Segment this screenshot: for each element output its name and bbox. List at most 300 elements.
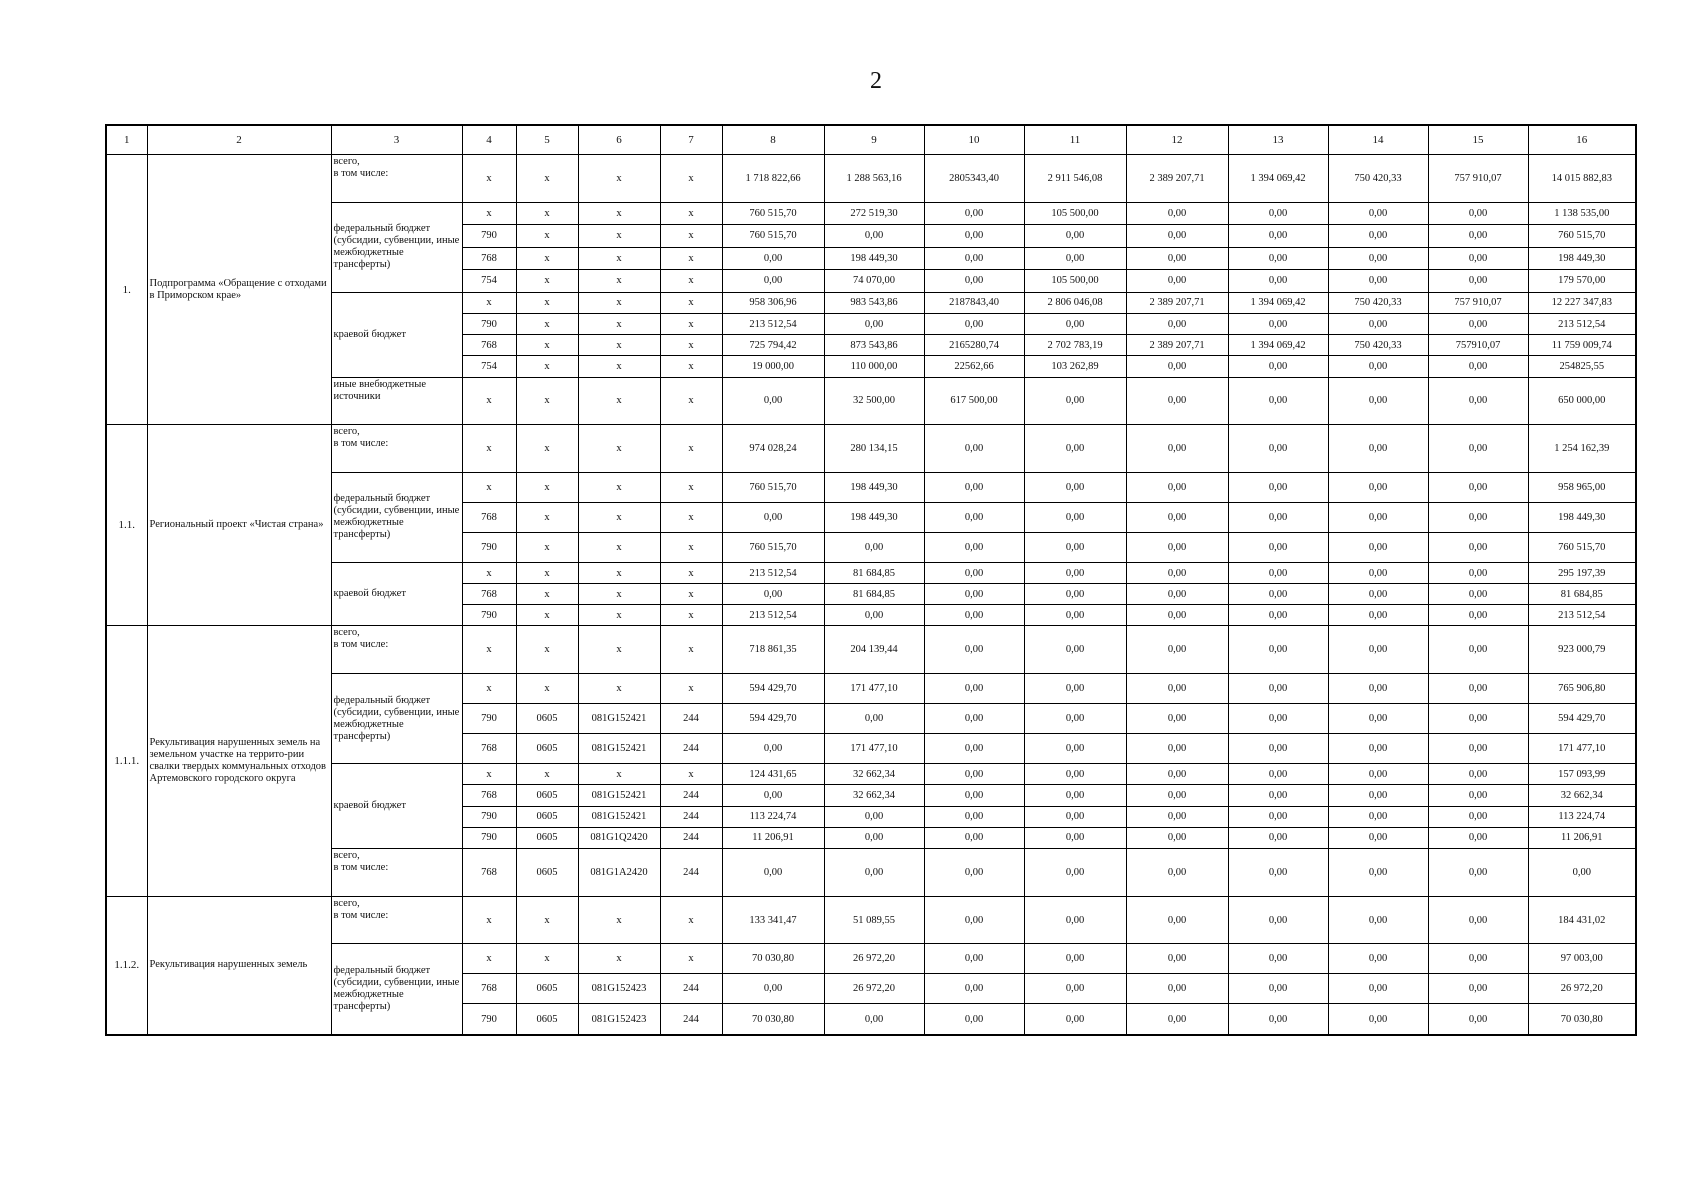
- value-cell: 213 512,54: [1528, 313, 1636, 334]
- value-cell: 0,00: [1328, 1004, 1428, 1035]
- value-cell: 0,00: [1328, 472, 1428, 502]
- value-cell: 0,00: [722, 502, 824, 532]
- table-row: [106, 944, 1636, 974]
- value-cell: 081G1Q2420: [578, 827, 660, 848]
- value-cell: 2 389 207,71: [1126, 335, 1228, 356]
- value-cell: 0,00: [1024, 472, 1126, 502]
- value-cell: 0,00: [824, 806, 924, 827]
- value-cell: 0,00: [722, 584, 824, 605]
- value-cell: 983 543,86: [824, 292, 924, 313]
- value-cell: x: [516, 502, 578, 532]
- funding-source: федеральный бюджет (субсидии, субвенции, иные межбюджетные трансферты): [331, 472, 462, 562]
- value-cell: 0,00: [924, 562, 1024, 583]
- table-row: [106, 626, 1636, 674]
- value-cell: 0,00: [1126, 848, 1228, 896]
- value-cell: 0605: [516, 806, 578, 827]
- value-cell: 768: [462, 785, 516, 806]
- column-header: 10: [924, 125, 1024, 155]
- value-cell: 0,00: [1126, 674, 1228, 704]
- value-cell: 081G152421: [578, 785, 660, 806]
- value-cell: 0,00: [1228, 674, 1328, 704]
- column-header: 6: [578, 125, 660, 155]
- value-cell: 0,00: [924, 626, 1024, 674]
- value-cell: 0,00: [1228, 785, 1328, 806]
- value-cell: 0,00: [1228, 225, 1328, 248]
- value-cell: 295 197,39: [1528, 562, 1636, 583]
- value-cell: 0,00: [1328, 532, 1428, 562]
- value-cell: 0,00: [924, 764, 1024, 785]
- value-cell: 133 341,47: [722, 896, 824, 944]
- value-cell: 0,00: [1428, 270, 1528, 293]
- column-header: 8: [722, 125, 824, 155]
- value-cell: 0,00: [1126, 626, 1228, 674]
- value-cell: x: [660, 377, 722, 425]
- value-cell: 124 431,65: [722, 764, 824, 785]
- value-cell: 244: [660, 974, 722, 1004]
- value-cell: 768: [462, 584, 516, 605]
- value-cell: 244: [660, 704, 722, 734]
- value-cell: 0,00: [924, 944, 1024, 974]
- value-cell: x: [660, 605, 722, 626]
- value-cell: 0,00: [924, 848, 1024, 896]
- value-cell: x: [516, 626, 578, 674]
- value-cell: 32 662,34: [1528, 785, 1636, 806]
- value-cell: 0,00: [1126, 944, 1228, 974]
- value-cell: x: [516, 472, 578, 502]
- value-cell: 594 429,70: [722, 704, 824, 734]
- value-cell: 081G152423: [578, 974, 660, 1004]
- measure-name: Рекультивация нарушенных земель на земельном участке на террито-рии свалки твердых коммунальных отходов Артемовского городского округа: [147, 626, 331, 896]
- value-cell: 0,00: [1024, 827, 1126, 848]
- funding-source: федеральный бюджет (субсидии, субвенции, иные межбюджетные трансферты): [331, 944, 462, 1035]
- measure-name: Региональный проект «Чистая страна»: [147, 425, 331, 626]
- value-cell: x: [578, 335, 660, 356]
- value-cell: 110 000,00: [824, 356, 924, 377]
- value-cell: 0,00: [1328, 225, 1428, 248]
- value-cell: 198 449,30: [824, 502, 924, 532]
- value-cell: 0,00: [1126, 806, 1228, 827]
- value-cell: 0,00: [1228, 313, 1328, 334]
- value-cell: x: [660, 356, 722, 377]
- value-cell: 0,00: [1328, 584, 1428, 605]
- value-cell: x: [578, 155, 660, 203]
- value-cell: 0,00: [1126, 356, 1228, 377]
- value-cell: x: [660, 270, 722, 293]
- value-cell: x: [462, 202, 516, 225]
- value-cell: 0,00: [1428, 356, 1528, 377]
- value-cell: 0,00: [1328, 247, 1428, 270]
- value-cell: 0,00: [1328, 626, 1428, 674]
- value-cell: 0,00: [924, 1004, 1024, 1035]
- row-number: 1.1.: [106, 425, 147, 626]
- value-cell: x: [516, 155, 578, 203]
- value-cell: 0,00: [924, 827, 1024, 848]
- value-cell: 0,00: [1024, 734, 1126, 764]
- value-cell: 0,00: [1024, 785, 1126, 806]
- value-cell: 0,00: [824, 532, 924, 562]
- value-cell: 0,00: [1428, 848, 1528, 896]
- value-cell: 12 227 347,83: [1528, 292, 1636, 313]
- value-cell: 0,00: [1024, 944, 1126, 974]
- value-cell: 2 911 546,08: [1024, 155, 1126, 203]
- value-cell: 0,00: [1024, 313, 1126, 334]
- value-cell: 0,00: [1126, 562, 1228, 583]
- value-cell: 790: [462, 225, 516, 248]
- value-cell: 0,00: [1126, 785, 1228, 806]
- funding-source: краевой бюджет: [331, 562, 462, 626]
- value-cell: x: [516, 356, 578, 377]
- value-cell: 0,00: [824, 827, 924, 848]
- value-cell: 081G1A2420: [578, 848, 660, 896]
- value-cell: x: [578, 896, 660, 944]
- value-cell: 0,00: [1428, 806, 1528, 827]
- value-cell: 0,00: [1126, 974, 1228, 1004]
- value-cell: 768: [462, 734, 516, 764]
- column-header: 15: [1428, 125, 1528, 155]
- value-cell: x: [660, 225, 722, 248]
- value-cell: x: [660, 202, 722, 225]
- value-cell: 0,00: [1228, 532, 1328, 562]
- value-cell: 0,00: [1428, 425, 1528, 473]
- value-cell: 11 759 009,74: [1528, 335, 1636, 356]
- value-cell: x: [660, 247, 722, 270]
- value-cell: 760 515,70: [722, 225, 824, 248]
- value-cell: x: [462, 626, 516, 674]
- value-cell: 0,00: [1428, 944, 1528, 974]
- value-cell: 617 500,00: [924, 377, 1024, 425]
- value-cell: 0,00: [1428, 313, 1528, 334]
- budget-table: [105, 124, 1637, 1036]
- value-cell: 0,00: [924, 674, 1024, 704]
- value-cell: 26 972,20: [1528, 974, 1636, 1004]
- value-cell: 760 515,70: [1528, 225, 1636, 248]
- value-cell: 0,00: [924, 202, 1024, 225]
- value-cell: 750 420,33: [1328, 155, 1428, 203]
- value-cell: x: [462, 472, 516, 502]
- column-header: 1: [106, 125, 147, 155]
- value-cell: 0,00: [1228, 356, 1328, 377]
- value-cell: 0,00: [1126, 532, 1228, 562]
- value-cell: 26 972,20: [824, 974, 924, 1004]
- value-cell: x: [660, 562, 722, 583]
- value-cell: 204 139,44: [824, 626, 924, 674]
- value-cell: 171 477,10: [824, 734, 924, 764]
- value-cell: 0,00: [722, 734, 824, 764]
- value-cell: 0,00: [1126, 605, 1228, 626]
- value-cell: 0,00: [1428, 377, 1528, 425]
- value-cell: 0,00: [924, 425, 1024, 473]
- value-cell: 213 512,54: [722, 605, 824, 626]
- value-cell: 0,00: [824, 313, 924, 334]
- value-cell: x: [660, 896, 722, 944]
- value-cell: 272 519,30: [824, 202, 924, 225]
- value-cell: 0,00: [1428, 202, 1528, 225]
- value-cell: 70 030,80: [722, 1004, 824, 1035]
- value-cell: 0,00: [1126, 827, 1228, 848]
- value-cell: 0,00: [1228, 626, 1328, 674]
- value-cell: 718 861,35: [722, 626, 824, 674]
- value-cell: 0,00: [1428, 472, 1528, 502]
- value-cell: 0,00: [1228, 1004, 1328, 1035]
- value-cell: x: [660, 335, 722, 356]
- value-cell: x: [516, 202, 578, 225]
- value-cell: 0,00: [1228, 270, 1328, 293]
- value-cell: 0,00: [1024, 502, 1126, 532]
- value-cell: 0,00: [1126, 704, 1228, 734]
- value-cell: 754: [462, 270, 516, 293]
- value-cell: 0,00: [1126, 377, 1228, 425]
- value-cell: 244: [660, 734, 722, 764]
- value-cell: 0,00: [1328, 944, 1428, 974]
- value-cell: 0,00: [1024, 605, 1126, 626]
- value-cell: x: [578, 247, 660, 270]
- value-cell: x: [516, 313, 578, 334]
- funding-source: федеральный бюджет (субсидии, субвенции, иные межбюджетные трансферты): [331, 202, 462, 292]
- value-cell: 244: [660, 1004, 722, 1035]
- value-cell: x: [660, 764, 722, 785]
- funding-source: всего, в том числе:: [331, 626, 462, 674]
- value-cell: x: [516, 425, 578, 473]
- measure-name: Подпрограмма «Обращение с отходами в Приморском крае»: [147, 155, 331, 425]
- value-cell: 594 429,70: [722, 674, 824, 704]
- value-cell: 958 306,96: [722, 292, 824, 313]
- value-cell: 0,00: [1024, 1004, 1126, 1035]
- value-cell: 0,00: [1428, 584, 1528, 605]
- value-cell: 32 500,00: [824, 377, 924, 425]
- value-cell: 97 003,00: [1528, 944, 1636, 974]
- value-cell: 0,00: [1024, 764, 1126, 785]
- table-row: [106, 896, 1636, 944]
- value-cell: 0,00: [1024, 848, 1126, 896]
- value-cell: 198 449,30: [1528, 247, 1636, 270]
- value-cell: 32 662,34: [824, 785, 924, 806]
- value-cell: 0,00: [1126, 764, 1228, 785]
- value-cell: 0,00: [1328, 202, 1428, 225]
- column-header: 2: [147, 125, 331, 155]
- value-cell: 0,00: [824, 848, 924, 896]
- value-cell: 2 806 046,08: [1024, 292, 1126, 313]
- value-cell: 594 429,70: [1528, 704, 1636, 734]
- value-cell: x: [660, 944, 722, 974]
- table-row: [106, 292, 1636, 313]
- value-cell: x: [462, 674, 516, 704]
- value-cell: x: [578, 356, 660, 377]
- value-cell: x: [660, 472, 722, 502]
- value-cell: 0605: [516, 974, 578, 1004]
- value-cell: 0,00: [924, 270, 1024, 293]
- value-cell: 0,00: [1228, 425, 1328, 473]
- value-cell: 0,00: [1024, 674, 1126, 704]
- value-cell: 0,00: [1428, 674, 1528, 704]
- value-cell: 765 906,80: [1528, 674, 1636, 704]
- column-header: 3: [331, 125, 462, 155]
- value-cell: 768: [462, 335, 516, 356]
- value-cell: x: [516, 292, 578, 313]
- value-cell: 0,00: [1024, 896, 1126, 944]
- value-cell: 0,00: [924, 532, 1024, 562]
- value-cell: 0,00: [1024, 626, 1126, 674]
- value-cell: 0,00: [1228, 944, 1328, 974]
- value-cell: 70 030,80: [722, 944, 824, 974]
- value-cell: 0,00: [924, 313, 1024, 334]
- column-header: 5: [516, 125, 578, 155]
- value-cell: x: [578, 202, 660, 225]
- column-header: 4: [462, 125, 516, 155]
- value-cell: 0,00: [924, 806, 1024, 827]
- value-cell: x: [578, 626, 660, 674]
- value-cell: 70 030,80: [1528, 1004, 1636, 1035]
- value-cell: 0,00: [1126, 896, 1228, 944]
- value-cell: x: [578, 944, 660, 974]
- value-cell: 105 500,00: [1024, 270, 1126, 293]
- value-cell: 254825,55: [1528, 356, 1636, 377]
- value-cell: 2187843,40: [924, 292, 1024, 313]
- value-cell: 0,00: [1228, 734, 1328, 764]
- value-cell: 974 028,24: [722, 425, 824, 473]
- value-cell: x: [578, 425, 660, 473]
- value-cell: x: [578, 472, 660, 502]
- measure-name: Рекультивация нарушенных земель: [147, 896, 331, 1035]
- value-cell: 0605: [516, 704, 578, 734]
- value-cell: 0,00: [924, 605, 1024, 626]
- value-cell: 0,00: [1228, 764, 1328, 785]
- value-cell: 0,00: [1328, 674, 1428, 704]
- value-cell: 0,00: [1328, 734, 1428, 764]
- table-row: [106, 155, 1636, 203]
- table-row: [106, 764, 1636, 785]
- value-cell: 0,00: [1024, 704, 1126, 734]
- value-cell: x: [660, 532, 722, 562]
- value-cell: x: [578, 313, 660, 334]
- value-cell: 1 254 162,39: [1528, 425, 1636, 473]
- value-cell: 198 449,30: [824, 472, 924, 502]
- value-cell: 0,00: [1228, 704, 1328, 734]
- value-cell: x: [516, 335, 578, 356]
- table-row: [106, 425, 1636, 473]
- value-cell: 923 000,79: [1528, 626, 1636, 674]
- value-cell: 768: [462, 848, 516, 896]
- value-cell: 757 910,07: [1428, 292, 1528, 313]
- value-cell: 0,00: [1328, 270, 1428, 293]
- value-cell: 0,00: [1328, 562, 1428, 583]
- value-cell: 0,00: [1228, 896, 1328, 944]
- value-cell: 0,00: [1428, 605, 1528, 626]
- value-cell: 0,00: [924, 704, 1024, 734]
- value-cell: 0,00: [1328, 425, 1428, 473]
- value-cell: 103 262,89: [1024, 356, 1126, 377]
- column-header: 7: [660, 125, 722, 155]
- value-cell: x: [516, 674, 578, 704]
- value-cell: 171 477,10: [824, 674, 924, 704]
- value-cell: 768: [462, 247, 516, 270]
- table-row: [106, 674, 1636, 704]
- value-cell: 0,00: [722, 848, 824, 896]
- value-cell: 105 500,00: [1024, 202, 1126, 225]
- value-cell: 0,00: [1126, 1004, 1228, 1035]
- value-cell: 0,00: [1228, 974, 1328, 1004]
- value-cell: 0,00: [1428, 785, 1528, 806]
- value-cell: 0,00: [1328, 785, 1428, 806]
- value-cell: 760 515,70: [722, 532, 824, 562]
- value-cell: 51 089,55: [824, 896, 924, 944]
- value-cell: 081G152421: [578, 734, 660, 764]
- value-cell: x: [516, 270, 578, 293]
- value-cell: 0,00: [924, 502, 1024, 532]
- value-cell: x: [462, 155, 516, 203]
- value-cell: 0,00: [924, 472, 1024, 502]
- value-cell: 2805343,40: [924, 155, 1024, 203]
- value-cell: 0,00: [1024, 974, 1126, 1004]
- value-cell: 184 431,02: [1528, 896, 1636, 944]
- value-cell: 754: [462, 356, 516, 377]
- value-cell: 0605: [516, 785, 578, 806]
- value-cell: 0,00: [824, 1004, 924, 1035]
- value-cell: 1 138 535,00: [1528, 202, 1636, 225]
- value-cell: 0,00: [722, 247, 824, 270]
- value-cell: 0,00: [1024, 806, 1126, 827]
- value-cell: 0,00: [1228, 377, 1328, 425]
- value-cell: x: [516, 247, 578, 270]
- value-cell: x: [462, 292, 516, 313]
- value-cell: 0,00: [1126, 425, 1228, 473]
- value-cell: 0,00: [1428, 827, 1528, 848]
- value-cell: x: [660, 292, 722, 313]
- value-cell: 0,00: [1228, 502, 1328, 532]
- value-cell: 0,00: [1328, 896, 1428, 944]
- value-cell: 0,00: [1126, 225, 1228, 248]
- value-cell: 790: [462, 806, 516, 827]
- value-cell: 2165280,74: [924, 335, 1024, 356]
- value-cell: x: [516, 562, 578, 583]
- value-cell: 213 512,54: [722, 313, 824, 334]
- value-cell: 0,00: [1024, 225, 1126, 248]
- value-cell: x: [462, 896, 516, 944]
- value-cell: x: [578, 270, 660, 293]
- table-row: [106, 562, 1636, 583]
- value-cell: 244: [660, 827, 722, 848]
- value-cell: 198 449,30: [824, 247, 924, 270]
- value-cell: 760 515,70: [722, 202, 824, 225]
- value-cell: 081G152421: [578, 704, 660, 734]
- value-cell: 0,00: [722, 785, 824, 806]
- value-cell: 760 515,70: [1528, 532, 1636, 562]
- value-cell: x: [578, 225, 660, 248]
- value-cell: x: [660, 155, 722, 203]
- value-cell: 1 394 069,42: [1228, 292, 1328, 313]
- value-cell: 790: [462, 532, 516, 562]
- value-cell: 0,00: [1428, 896, 1528, 944]
- page-number: 2: [870, 68, 882, 94]
- value-cell: 0,00: [1228, 247, 1328, 270]
- value-cell: 1 394 069,42: [1228, 335, 1328, 356]
- value-cell: 650 000,00: [1528, 377, 1636, 425]
- value-cell: 1 288 563,16: [824, 155, 924, 203]
- value-cell: 0,00: [1328, 764, 1428, 785]
- value-cell: 213 512,54: [1528, 605, 1636, 626]
- value-cell: 2 702 783,19: [1024, 335, 1126, 356]
- value-cell: 0,00: [824, 704, 924, 734]
- value-cell: 157 093,99: [1528, 764, 1636, 785]
- value-cell: 0605: [516, 848, 578, 896]
- value-cell: x: [516, 896, 578, 944]
- column-header: 11: [1024, 125, 1126, 155]
- value-cell: x: [516, 225, 578, 248]
- value-cell: 0,00: [1228, 605, 1328, 626]
- value-cell: x: [578, 292, 660, 313]
- value-cell: 0,00: [722, 270, 824, 293]
- value-cell: 0,00: [722, 974, 824, 1004]
- value-cell: 0,00: [924, 734, 1024, 764]
